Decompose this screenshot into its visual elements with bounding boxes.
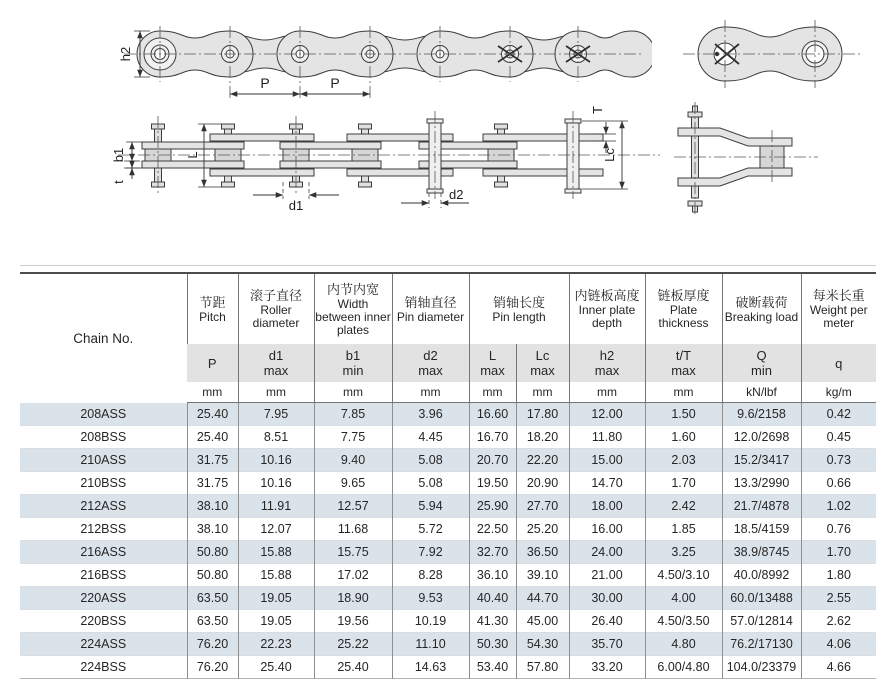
plate-thickness-header [645,273,722,344]
limit-d2: max [418,363,443,378]
symbol-lc: Lc [535,348,550,363]
spec-value-cell: 38.10 [187,495,238,518]
spec-value-cell: 14.70 [569,472,645,495]
spec-value-cell: 15.2/3417 [722,449,801,472]
pitch-header [187,273,238,344]
spec-value-cell: 15.88 [238,541,314,564]
limit-lc: max [530,363,555,378]
spec-value-cell: 18.00 [569,495,645,518]
spec-value-cell: 11.10 [392,633,469,656]
b1-label: b1 [111,147,126,163]
spec-value-cell: 15.75 [314,541,392,564]
inner-plate-depth-header [569,273,645,344]
roller-header-en: Roller diameter [252,303,300,330]
spec-value-cell: 12.0/2698 [722,426,801,449]
t-label: t [111,180,126,184]
table-row [20,564,876,587]
pin-length-header-cn: 销轴长度 [492,294,545,310]
spec-value-cell: 25.22 [314,633,392,656]
spec-value-cell: 2.55 [801,587,876,610]
spec-value-cell: 9.40 [314,449,392,472]
spec-value-cell: 5.08 [392,472,469,495]
spec-value-cell: 3.96 [392,403,469,426]
table-row [20,587,876,610]
spec-value-cell: 57.0/12814 [722,610,801,633]
spec-value-cell: 6.00/4.80 [645,656,722,679]
spec-value-cell: 12.57 [314,495,392,518]
spec-value-cell: 33.20 [569,656,645,679]
spec-value-cell: 0.42 [801,403,876,426]
spec-value-cell: 4.80 [645,633,722,656]
spec-value-cell: 18.20 [516,426,569,449]
table-row [20,495,876,518]
spec-value-cell: 38.10 [187,518,238,541]
spec-table [20,272,876,679]
table-row [20,633,876,656]
spec-value-cell: 1.60 [645,426,722,449]
spec-value-cell: 19.50 [469,472,516,495]
unit-cell: mm [187,382,238,403]
spec-value-cell: 8.28 [392,564,469,587]
spec-value-cell: 4.06 [801,633,876,656]
table-row [20,610,876,633]
spec-value-cell: 104.0/23379 [722,656,801,679]
chain-no-cell: 224BSS [80,660,127,674]
spec-value-cell: 19.05 [238,587,314,610]
roller-header-cn: 滚子直径 [249,288,302,303]
inner-width-header [314,273,392,344]
limit-h2: max [594,363,620,378]
spec-value-cell: 1.50 [645,403,722,426]
spec-value-cell: 63.50 [187,587,238,610]
spec-value-cell: 17.80 [516,403,569,426]
spec-value-cell: 11.80 [569,426,645,449]
spec-value-cell: 5.08 [392,449,469,472]
spec-value-cell: 4.66 [801,656,876,679]
spec-value-cell: 1.80 [801,564,876,587]
spec-value-cell: 36.10 [469,564,516,587]
spec-value-cell: 32.70 [469,541,516,564]
spec-value-cell: 76.20 [187,656,238,679]
section-divider [20,265,876,266]
spec-value-cell: 2.42 [645,495,722,518]
lc-label: Lc [602,148,617,162]
unit-cell: mm [516,382,569,403]
inner-width-header-en: Width between inner plates [315,296,391,337]
spec-value-cell: 38.9/8745 [722,541,801,564]
h2-label: h2 [118,46,133,62]
spec-value-cell: 18.5/4159 [722,518,801,541]
chain-no-cell: 210BSS [80,476,127,490]
spec-value-cell: 22.23 [238,633,314,656]
chain-no-cell: 208BSS [80,430,127,444]
spec-value-cell: 13.3/2990 [722,472,801,495]
spec-value-cell: 15.00 [569,449,645,472]
table-row [20,656,876,679]
spec-value-cell: 57.80 [516,656,569,679]
symbol-cell-lc [516,344,569,382]
chain-no-header: Chain No. [73,330,134,346]
limit-l: max [480,363,505,378]
spec-value-cell: 1.85 [645,518,722,541]
symbol-cell-h2 [569,344,645,382]
inner-depth-header-en: Inner plate depth [578,303,636,330]
spec-value-cell: 11.68 [314,518,392,541]
spec-value-cell: 24.00 [569,541,645,564]
spec-value-cell: 76.2/17130 [722,633,801,656]
spec-value-cell: 0.73 [801,449,876,472]
spec-value-cell: 21.7/4878 [722,495,801,518]
table-row [20,518,876,541]
spec-value-cell: 50.80 [187,564,238,587]
spec-value-cell: 63.50 [187,610,238,633]
spec-value-cell: 2.62 [801,610,876,633]
spec-value-cell: 21.00 [569,564,645,587]
connecting-link-top-diagram [655,10,881,98]
dimension-t-upper [590,106,616,153]
spec-value-cell: 31.75 [187,449,238,472]
symbol-q-weight: q [835,355,843,371]
spec-value-cell: 12.07 [238,518,314,541]
offset-link-diagram [668,100,883,220]
spec-value-cell: 1.02 [801,495,876,518]
unit-cell: mm [645,382,722,403]
spec-value-cell: 0.66 [801,472,876,495]
spec-value-cell: 9.6/2158 [722,403,801,426]
limit-tT: max [671,363,696,378]
spec-value-cell: 25.40 [187,426,238,449]
thickness-header-cn: 链板厚度 [657,288,710,303]
spec-value-cell: 10.19 [392,610,469,633]
breaking-header-cn: 破断载荷 [735,294,788,310]
spec-value-cell: 19.05 [238,610,314,633]
spec-value-cell: 16.00 [569,518,645,541]
spec-value-cell: 4.50/3.10 [645,564,722,587]
spec-value-cell: 4.00 [645,587,722,610]
spec-value-cell: 31.75 [187,472,238,495]
symbol-cell-b1 [314,344,392,382]
table-row [20,449,876,472]
spec-value-cell: 44.70 [516,587,569,610]
chain-no-cell: 212BSS [80,522,127,536]
spec-value-cell: 11.91 [238,495,314,518]
spec-value-cell: 19.56 [314,610,392,633]
spec-value-cell: 0.76 [801,518,876,541]
pin-diameter-header-en: Pin diameter [396,309,465,324]
symbol-cell-p [187,344,238,382]
symbol-d2: d2 [423,348,438,363]
pin-length-header-en: Pin length [492,309,546,324]
unit-cell: mm [569,382,645,403]
pitch-label: P [330,75,340,91]
spec-value-cell: 0.45 [801,426,876,449]
symbol-tT: t/T [675,348,692,363]
symbol-q-load: Q [756,348,767,363]
spec-value-cell: 3.25 [645,541,722,564]
chain-plan-view-diagram [28,96,673,226]
spec-value-cell: 40.0/8992 [722,564,801,587]
table-row [20,541,876,564]
pins [152,124,508,187]
symbol-cell-l [469,344,516,382]
unit-cell: mm [314,382,392,403]
spec-value-cell: 41.30 [469,610,516,633]
spec-value-cell: 8.51 [238,426,314,449]
chain-no-cell: 216BSS [80,568,127,582]
spec-value-cell: 14.63 [392,656,469,679]
d1-label: d1 [288,198,304,213]
spec-value-cell: 25.90 [469,495,516,518]
unit-cell: mm [392,382,469,403]
chain-no-cell: 210ASS [80,453,127,467]
t-upper-label: T [590,106,605,114]
breaking-load-header [722,273,801,344]
unit-cell: mm [238,382,314,403]
symbol-h2: h2 [599,348,615,363]
spec-value-cell: 7.75 [314,426,392,449]
table-row [20,472,876,495]
spec-value-cell: 26.40 [569,610,645,633]
limit-b1: min [342,363,364,378]
breaking-header-en: Breaking load [724,309,799,324]
symbol-cell-d1 [238,344,314,382]
unit-cell: mm [469,382,516,403]
d2-label: d2 [449,187,464,202]
spec-value-cell: 50.80 [187,541,238,564]
spec-value-cell: 7.95 [238,403,314,426]
spec-value-cell: 35.70 [569,633,645,656]
spec-value-cell: 22.20 [516,449,569,472]
chain-no-cell: 224ASS [80,637,127,651]
spec-value-cell: 36.50 [516,541,569,564]
spec-value-cell: 20.70 [469,449,516,472]
spec-value-cell: 9.65 [314,472,392,495]
spec-value-cell: 25.20 [516,518,569,541]
l-label: L [185,151,200,159]
limit-d1: max [263,363,289,378]
limit-q-load: min [751,363,772,378]
spec-value-cell: 4.50/3.50 [645,610,722,633]
table-row [20,426,876,449]
spec-value-cell: 60.0/13488 [722,587,801,610]
spec-value-cell: 45.00 [516,610,569,633]
chain-side-view-diagram [112,8,652,106]
spec-value-cell: 4.45 [392,426,469,449]
spec-value-cell: 1.70 [645,472,722,495]
inner-width-header-cn: 内节内宽 [326,281,379,297]
spec-value-cell: 76.20 [187,633,238,656]
weight-header-cn: 每米长重 [812,288,865,303]
spec-value-cell: 54.30 [516,633,569,656]
symbol-d1: d1 [268,348,284,363]
pin-length-header [469,273,569,344]
chain-no-cell: 220ASS [80,591,127,605]
spec-value-cell: 30.00 [569,587,645,610]
symbol-cell-q-weight [801,344,876,382]
spec-value-cell: 27.70 [516,495,569,518]
symbol-b1: b1 [345,348,361,363]
spec-value-cell: 2.03 [645,449,722,472]
spec-value-cell: 1.70 [801,541,876,564]
chain-no-cell: 208ASS [80,406,127,421]
header-row-groups [20,273,876,344]
spec-value-cell: 40.40 [469,587,516,610]
symbol-cell-d2 [392,344,469,382]
spec-value-cell: 7.92 [392,541,469,564]
spec-value-cell: 50.30 [469,633,516,656]
spec-value-cell: 9.53 [392,587,469,610]
spec-value-cell: 39.10 [516,564,569,587]
spec-value-cell: 10.16 [238,449,314,472]
spec-value-cell: 7.85 [314,403,392,426]
pin-diameter-header [392,273,469,344]
chain-no-cell: 212ASS [80,499,127,513]
weight-header-en: Weight per meter [809,303,868,330]
spec-table-body [20,403,876,679]
pitch-header-cn: 节距 [199,294,226,310]
spec-value-cell: 25.40 [314,656,392,679]
spec-value-cell: 10.16 [238,472,314,495]
unit-cell: kg/m [801,382,876,403]
table-row [20,403,876,426]
chain-no-cell: 216ASS [80,545,127,559]
spec-value-cell: 17.02 [314,564,392,587]
roller-diameter-header [238,273,314,344]
pitch-label: P [260,75,270,91]
symbol-cell-tT [645,344,722,382]
spec-value-cell: 5.94 [392,495,469,518]
thickness-header-en: Plate thickness [658,303,709,330]
spec-value-cell: 16.60 [469,403,516,426]
chain-no-cell: 220BSS [80,614,127,628]
symbol-cell-q [722,344,801,382]
spec-value-cell: 20.90 [516,472,569,495]
spec-value-cell: 5.72 [392,518,469,541]
pitch-header-en: Pitch [199,309,226,324]
spec-value-cell: 18.90 [314,587,392,610]
spec-value-cell: 12.00 [569,403,645,426]
inner-depth-header-cn: 内链板高度 [574,288,640,303]
spec-value-cell: 53.40 [469,656,516,679]
symbol-l: L [488,348,497,363]
spec-value-cell: 15.88 [238,564,314,587]
symbol-p: P [207,355,217,371]
spec-value-cell: 25.40 [187,403,238,426]
pin-diameter-header-cn: 销轴直径 [404,294,457,310]
weight-header [801,273,876,344]
spec-value-cell: 22.50 [469,518,516,541]
spec-value-cell: 25.40 [238,656,314,679]
unit-cell: kN/lbf [722,382,801,403]
spec-value-cell: 16.70 [469,426,516,449]
